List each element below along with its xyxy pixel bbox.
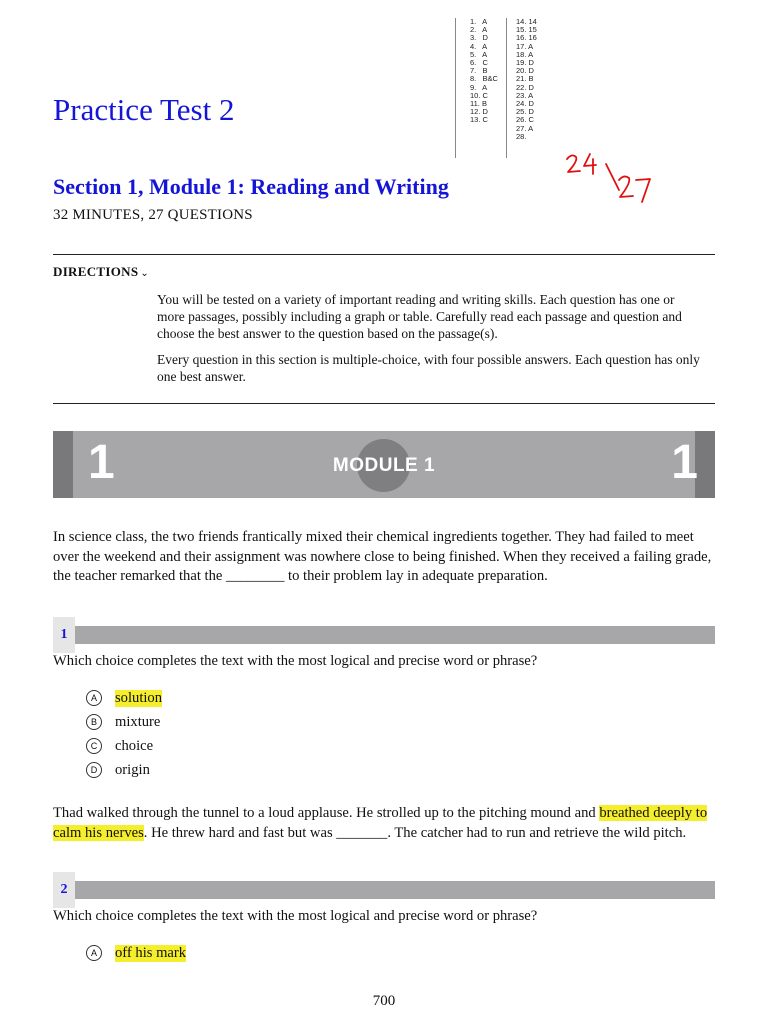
module-label: MODULE 1 [332,455,436,476]
answer-key-row: 12. D [470,107,488,117]
choice-text: choice [115,737,154,754]
answer-key-row: 22. D [516,82,534,92]
page-title: Practice Test 2 [53,92,235,127]
q1-choice-a[interactable] [86,688,162,708]
question-2-prompt: Which choice completes the text with the most logical and precise word or phrase? [53,908,538,924]
answer-key-row: 23. A [516,90,534,100]
question-2-header [53,881,715,899]
answer-key-row: 25. D [516,107,534,117]
answer-key-row: 14. 14 [516,17,537,26]
answer-key-row: 11. B [470,99,487,109]
answer-key-row: 7. B [470,66,488,76]
passage-highlight: breathed deeply to calm his nerves [53,805,708,841]
choice-letter-circle: D [86,762,102,778]
divider [53,254,715,255]
answer-key-row: 19. D [516,58,534,68]
answer-key [455,17,547,157]
answer-key-row: 16. 16 [516,33,537,43]
chevron-down-icon: ⌄ [140,268,150,279]
choice-letter-circle: A [86,945,102,961]
answer-key-row: 20. D [516,66,534,76]
passage-text: Thad walked through the tunnel to a loud applause. He strolled up to the pitching mound and [53,805,600,821]
choice-letter-circle: A [86,690,102,706]
answer-key-row: 21. B [516,74,534,84]
choice-letter-circle: B [86,714,102,730]
answer-key-row: 15. 15 [516,25,537,35]
choice-text: mixture [115,713,161,730]
question-number: 2 [60,882,68,897]
answer-key-row: 9. A [470,82,488,92]
handwritten-score [562,150,662,210]
directions-toggle[interactable] [53,264,149,280]
directions-label: DIRECTIONS [53,264,139,279]
answer-key-row: 4. A [470,41,488,51]
section-title: Section 1, Module 1: Reading and Writing [53,174,449,199]
answer-key-row: 28. [516,131,527,141]
directions-paragraph-1: You will be tested on a variety of important reading and writing skills. Each question has one or more passages, possibly including a graph or table. Carefully read each passage and question and choose the best answer to the question based on the passage(s). [157,292,682,341]
section-meta: 32 MINUTES, 27 QUESTIONS [53,207,253,223]
module-banner [53,431,715,498]
question-1-passage: In science class, the two friends frantically mixed their chemical ingredients together. They had failed to meet over the weekend and their assignment was nowhere close to being finished. When they received a failing grade, the teacher remarked that the ________ to their problem lay in adequate preparation. [53,529,712,584]
answer-key-row: 18. A [516,49,534,59]
answer-key-row: 5. A [470,49,488,59]
answer-key-row: 3. D [470,33,488,43]
passage-text: . He threw hard and fast but was _______. The catcher had to run and retrieve the wild pitch. [143,824,687,841]
question-2-passage [53,804,715,843]
answer-key-column-right [513,18,547,141]
question-1-header [53,626,715,644]
answer-key-row: 26. C [516,115,534,125]
divider [53,403,715,404]
q1-choice-c[interactable] [86,736,153,756]
module-number-right: 1 [671,436,698,489]
answer-key-row: 10. C [470,90,488,100]
answer-key-row: 17. A [516,41,534,51]
answer-key-column-left [455,18,507,158]
choice-letter-circle: C [86,738,102,754]
question-1-prompt: Which choice completes the text with the most logical and precise word or phrase? [53,653,538,669]
answer-key-row: 8. B&C [470,74,498,84]
answer-key-row: 13. C [470,115,488,125]
answer-key-row: 6. C [470,58,488,68]
answer-key-row: 27. A [516,123,534,133]
choice-text: origin [115,761,150,778]
question-number: 1 [60,627,68,642]
q1-choice-b[interactable] [86,712,160,732]
q2-choice-a[interactable] [86,943,186,963]
answer-key-row: 2. A [470,25,488,35]
page-number: 700 [372,993,396,1009]
answer-key-row: 1. A [470,17,488,26]
directions-paragraph-2: Every question in this section is multiple-choice, with four possible answers. Each question has only one best answer. [157,352,700,384]
q1-choice-d[interactable] [86,760,150,780]
module-number-left: 1 [88,436,115,489]
choice-text: off his mark [115,944,187,961]
answer-key-row: 24. D [516,99,534,109]
choice-text: solution [115,689,163,706]
